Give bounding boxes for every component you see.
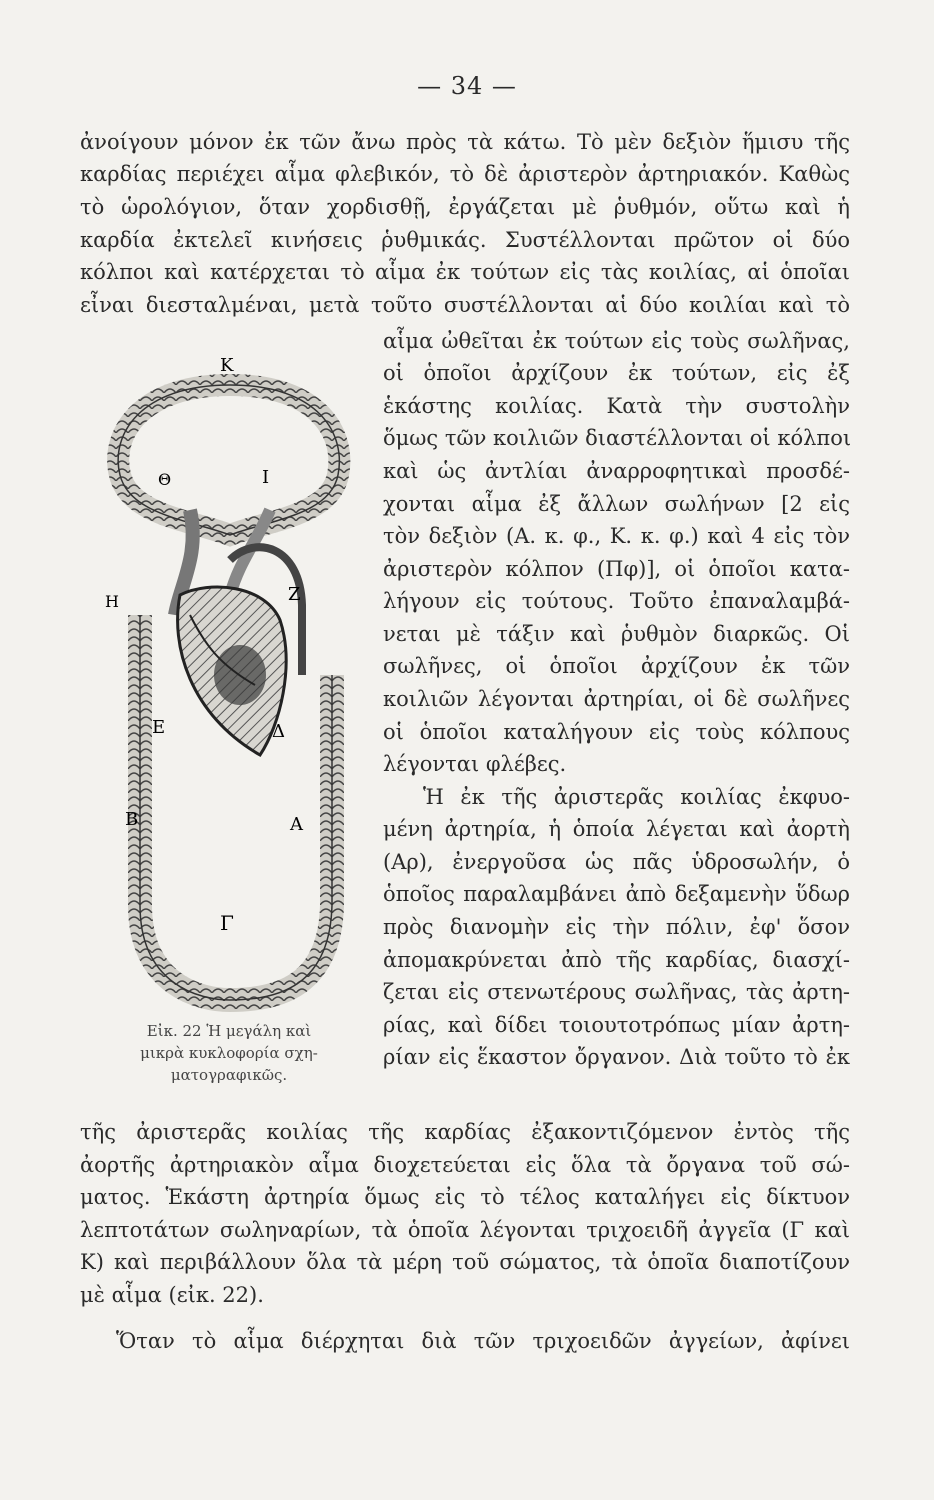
text-line: ὁποῖος παραλαμβάνει ἀπὸ δεξαμενὴν ὕδωρ: [383, 882, 850, 906]
text-line: Κ) καὶ περιβάλλουν ὅλα τὰ μέρη τοῦ σώματος, τὰ ὁποῖα διαποτίζουν: [80, 1250, 850, 1274]
label-k: Κ: [220, 355, 234, 376]
text-line: ἀπομακρύνεται ἀπὸ τῆς καρδίας, διασχί-: [383, 948, 850, 972]
text-line: χονται αἷμα ἐξ ἄλλων σωλήνων [2 εἰς: [383, 492, 850, 516]
text-line: ματος. Ἑκάστη ἀρτηρία ὅμως εἰς τὸ τέλος καταλήγει εἰς δίκτυον: [80, 1185, 850, 1209]
page-number: — 34 —: [417, 72, 517, 100]
text-line: οἱ ὁποῖοι ἀρχίζουν ἐκ τούτων, εἰς ἐξ: [383, 361, 850, 385]
text-line: λεπτοτάτων σωληναρίων, τὰ ὁποῖα λέγονται τριχοειδῆ ἀγγεῖα (Γ καὶ: [80, 1218, 850, 1242]
text-line: ἑκάστης κοιλίας. Κατὰ τὴν συστολὴν: [383, 394, 850, 418]
text-line: σωλῆνες, οἱ ὁποῖοι ἀρχίζουν ἐκ τῶν: [383, 654, 850, 678]
text-line: ἀνοίγουν μόνον ἐκ τῶν ἄνω πρὸς τὰ κάτω. Τὸ μὲν δεξιὸν ἥμισυ τῆς: [80, 130, 850, 154]
text-line: κόλποι καὶ κατέρχεται τὸ αἷμα ἐκ τούτων εἰς τὰς κοιλίας, αἱ ὁποῖαι: [80, 260, 850, 284]
text-line: λέγονται φλέβες.: [383, 752, 567, 776]
text-line: μένη ἀρτηρία, ἡ ὁποία λέγεται καὶ ἀορτὴ: [383, 817, 850, 841]
label-b: Β: [125, 809, 139, 830]
caption-line: Εἰκ. 22 Ἡ μεγάλη καὶ: [146, 1022, 312, 1040]
text-line: καρδίας περιέχει αἷμα φλεβικόν, τὸ δὲ ἀριστερὸν ἀρτηριακόν. Καθὼς: [80, 162, 850, 186]
text-line: εἶναι διεσταλμέναι, μετὰ τοῦτο συστέλλονται αἱ δύο κοιλίαι καὶ τὸ: [80, 293, 850, 317]
text-line: κοιλιῶν λέγονται ἀρτηρίαι, οἱ δὲ σωλῆνες: [383, 687, 850, 711]
label-h: Η: [105, 592, 119, 611]
text-line: τῆς ἀριστερᾶς κοιλίας τῆς καρδίας ἐξακοντιζόμενον ἐντὸς τῆς: [80, 1120, 850, 1144]
caption-line: μικρὰ κυκλοφορία σχη-: [140, 1044, 318, 1062]
label-z: Ζ: [288, 584, 301, 605]
text-line: ρίας, καὶ δίδει τοιουτοτρόπως μίαν ἀρτη-: [383, 1013, 850, 1037]
text-line: ὅμως τῶν κοιλιῶν διαστέλλονται οἱ κόλποι: [383, 426, 852, 450]
text-line: νεται μὲ τάξιν καὶ ῥυθμὸν διαρκῶς. Οἱ: [383, 622, 850, 646]
label-i: Ι: [262, 467, 270, 488]
text-line: αἷμα ὠθεῖται ἐκ τούτων εἰς τοὺς σωλῆνας,: [383, 329, 850, 353]
text-line: καὶ ὡς ἀντλίαι ἀναρροφητικαὶ προσδέ-: [383, 459, 850, 483]
text-line: οἱ ὁποῖοι καταλήγουν εἰς τοὺς κόλπους: [383, 720, 850, 744]
text-line: μὲ αἷμα (εἰκ. 22).: [80, 1283, 264, 1307]
text-line: πρὸς διανομὴν εἰς τὴν πόλιν, ἐφ' ὅσον: [383, 915, 850, 939]
heart-diagram: [178, 587, 287, 755]
figure-caption: [80, 1020, 378, 1086]
text-line: ρίαν εἰς ἕκαστον ὄργανον. Διὰ τοῦτο τὸ ἐκ: [383, 1045, 850, 1069]
text-line: Ὅταν τὸ αἷμα διέρχηται διὰ τῶν τριχοειδῶν ἀγγείων, ἀφίνει: [116, 1329, 850, 1353]
text-line: ἀορτῆς ἀρτηριακὸν αἷμα διοχετεύεται εἰς ὅλα τὰ ὄργανα τοῦ σώ-: [80, 1153, 850, 1177]
upper-vessel-loop: [118, 385, 339, 535]
text-line: τὸν δεξιὸν (Α. κ. φ., Κ. κ. φ.) καὶ 4 εἰς τὸν: [383, 524, 850, 548]
text-line: τὸ ὡρολόγιον, ὅταν χορδισθῇ, ἐργάζεται μὲ ῥυθμόν, οὕτω καὶ ἡ: [80, 195, 850, 219]
label-delta: Δ: [272, 721, 285, 742]
text-line: ἀριστερὸν κόλπον (Πφ)], οἱ ὁποῖοι κατα-: [383, 557, 850, 581]
label-e: Ε: [152, 717, 166, 738]
text-line: (Αρ), ἐνεργοῦσα ὡς πᾶς ὑδροσωλήν, ὁ: [383, 850, 850, 874]
text-line: καρδία ἐκτελεῖ κινήσεις ῥυθμικάς. Συστέλλονται πρῶτον οἱ δύο: [80, 228, 850, 252]
label-theta: Θ: [158, 470, 172, 489]
label-a: Α: [290, 814, 303, 835]
text-line: λήγουν εἰς τούτους. Τοῦτο ἐπαναλαμβά-: [383, 589, 850, 613]
text-line: ζεται εἰς στενωτέρους σωλῆνας, τὰς ἀρτη-: [383, 980, 850, 1004]
circulation-figure: [80, 345, 378, 1035]
text-line: Ἡ ἐκ τῆς ἀριστερᾶς κοιλίας ἐκφυο-: [423, 785, 850, 809]
label-gamma: Γ: [220, 911, 234, 935]
caption-line: ματογραφικῶς.: [170, 1066, 288, 1084]
